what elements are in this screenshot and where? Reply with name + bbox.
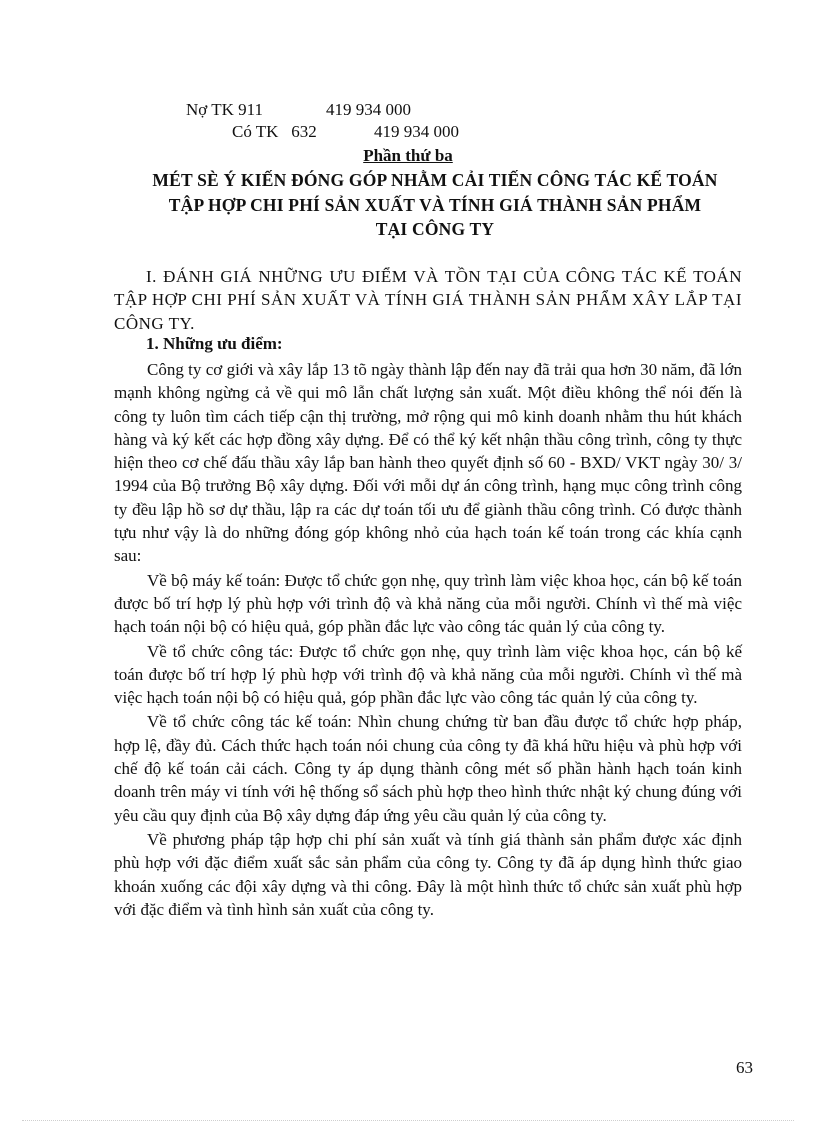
section-heading-text: I. ĐÁNH GIÁ NHỮNG ƯU ĐIỂM VÀ TỒN TẠI CỦA CÔNG TÁC KẾ TOÁN TẬP HỢP CHI PHÍ SẢN XUẤT VÀ TÍNH GIÁ THÀNH SẢN PHẨM XÂY LẮP TẠI CÔNG TY. — [114, 267, 742, 333]
paragraph-intro: Công ty cơ giới và xây lắp 13 tõ ngày thành lập đến nay đã trải qua hơn 30 năm, đã lớn mạnh không ngừng cả về qui mô lẫn chất lượng sản xuất. Một điều không thể nói đến là công ty luôn tìm cách tiếp cận thị trường, mở rộng qui mô kinh doanh nhằm thu hút khách hàng và ký kết các hợp đồng xây dựng. Để có thể ký kết nhận thầu công trình, công ty thực hiện theo cơ chế đấu thầu xây lắp ban hành theo quyết định số 60 - BXD/ VKT ngày 30/ 3/ 1994 của Bộ trưởng Bộ xây dựng. Đối với mỗi dự án công trình, hạng mục công trình công ty đều lập hồ sơ dự thầu, lập ra các dự toán tối ưu để giành thầu công trình. Có được thành tựu như vậy là do những đóng góp không nhỏ của hạch toán kế toán trong các khía cạnh sau: — [114, 360, 742, 566]
credit-amount: 419 934 000 — [374, 122, 459, 141]
main-title-line-2: TẬP HỢP CHI PHÍ SẢN XUẤT VÀ TÍNH GIÁ THÀNH SẢN PHẨM — [168, 194, 702, 215]
paragraph-cost-method: Về phương pháp tập hợp chi phí sản xuất và tính giá thành sản phẩm được xác định phù hợp với đặc điểm xuất sắc sản phẩm của công ty. Công ty đã áp dụng hình thức giao khoán xuống các đội xây dựng và thi công. Đây là một hình thức tổ chức sản xuất phù hợp với đặc điểm và tình hình sản xuất của công ty. — [114, 829, 742, 919]
part-title: Phần thứ ba — [363, 146, 453, 165]
paragraph-work-organization: Về tổ chức công tác: Được tổ chức gọn nhẹ, quy trình làm việc khoa học, cán bộ kế toán được bố trí hợp lý phù hợp với trình độ và khả năng của mỗi người. Chính vì thế mà việc hạch toán nội bộ có hiệu quả, góp phần đắc lực vào công tác quản lý của công ty. — [114, 641, 742, 708]
sub-heading: 1. Những ưu điểm: — [146, 334, 283, 353]
section-heading — [114, 265, 742, 335]
page-number: 63 — [736, 1058, 753, 1077]
paragraph-accounting-apparatus: Về bộ máy kế toán: Được tổ chức gọn nhẹ, quy trình làm việc khoa học, cán bộ kế toán được bố trí hợp lý phù hợp với trình độ và khả năng của mỗi người. Chính vì thế mà việc hạch toán nội bộ có hiệu quả, góp phần đắc lực vào công tác quản lý của công ty. — [114, 570, 742, 637]
body-paragraphs — [114, 358, 742, 922]
debit-account: Nợ TK 911 — [186, 100, 263, 119]
main-title-line-1: MÉT SÈ Ý KIẾN ĐÓNG GÓP NHẰM CẢI TIẾN CÔNG TÁC KẾ TOÁN — [152, 170, 718, 190]
debit-amount: 419 934 000 — [326, 100, 411, 119]
paragraph-accounting-organization: Về tổ chức công tác kế toán: Nhìn chung chứng từ ban đầu được tổ chức hợp pháp, hợp lệ, đầy đủ. Cách thức hạch toán nói chung của công ty đã khá hữu hiệu và phù hợp với chế độ kế toán cải cách. Công ty áp dụng thành công mét số phần hành hạch toán kinh doanh trên máy vi tính với hệ thống sổ sách phù hợp theo hình thức nhật ký chung đúng với yêu cầu quy định của Bộ xây dựng đáp ứng yêu cầu quản lý của công ty. — [114, 712, 742, 825]
main-title-line-3: TẠI CÔNG TY — [375, 219, 495, 239]
journal-entry-debit — [186, 100, 486, 122]
main-title — [120, 168, 750, 242]
journal-entry-credit — [232, 122, 532, 144]
credit-account: Có TK 632 — [232, 122, 317, 141]
footer-divider — [22, 1120, 794, 1121]
